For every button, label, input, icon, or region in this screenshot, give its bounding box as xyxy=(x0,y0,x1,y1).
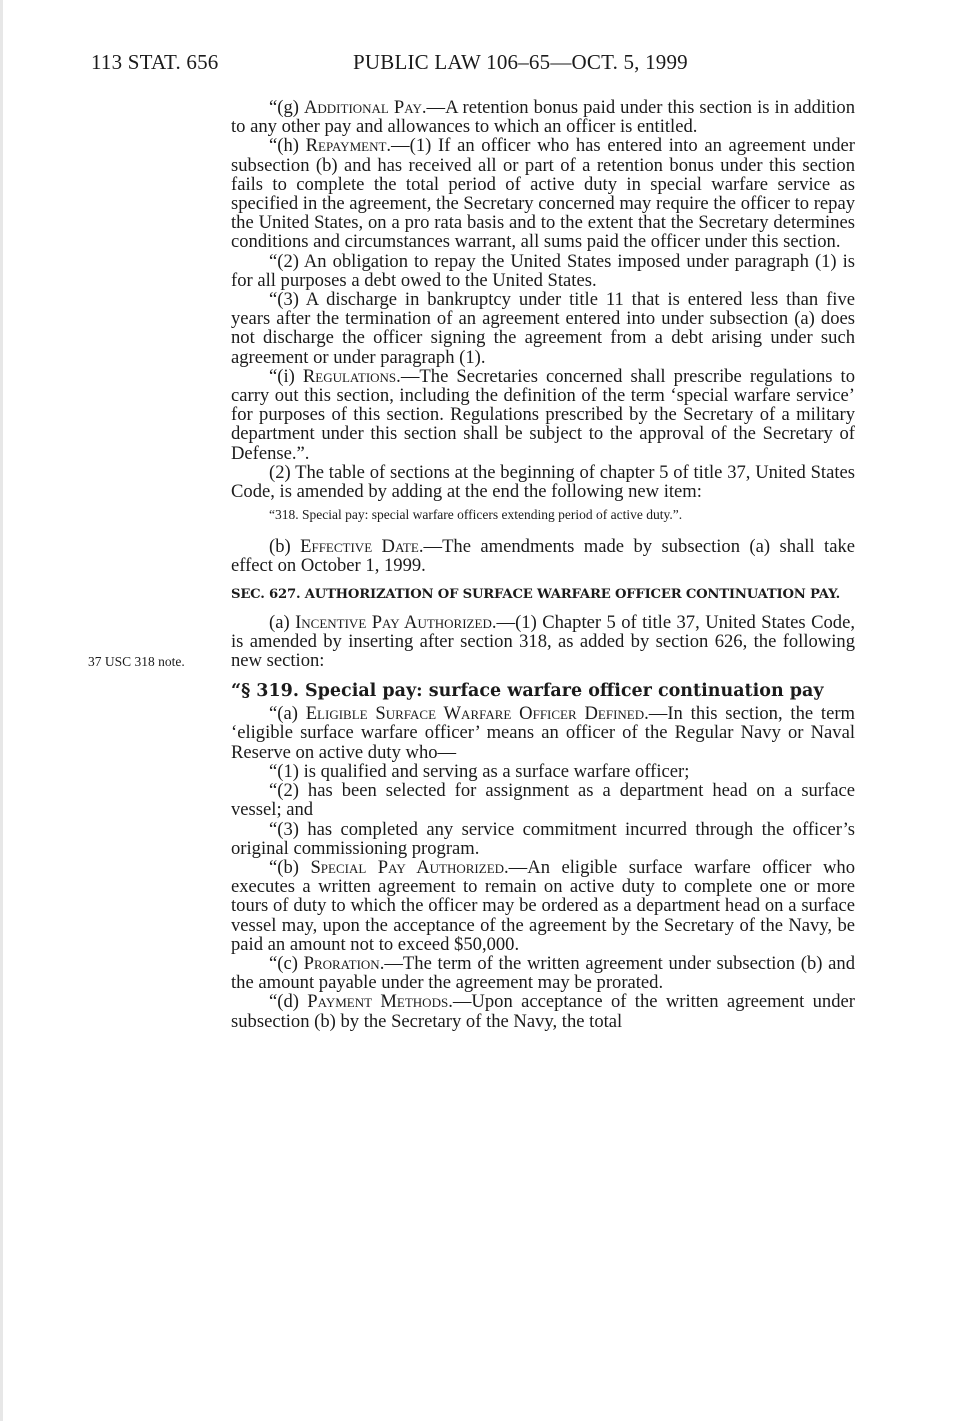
heading-proration: Proration xyxy=(303,952,380,974)
paragraph-319a: “(a) Eligible Surface Warfare Officer Defined.—In this section, the term ‘eligible surface warfare officer’ means an officer of the Regular Navy or Naval Reserve on active duty who— xyxy=(231,703,856,763)
paragraph-i: “(i) Regulations.—The Secretaries concerned shall prescribe regulations to carry out this section, including the definition of the term ‘special warfare service’ for purposes of this section. Regulations prescribed by the Secretary of a military department under this section shall be subject to the approval of the Secretary of Defense.”. xyxy=(231,365,856,464)
paragraph-2: (2) The table of sections at the beginning of chapter 5 of title 37, United States Code, is amended by adding at the end the following new item: xyxy=(231,461,855,503)
heading-effective-date: Effective Date xyxy=(300,536,419,558)
clause-3: “(3) has completed any service commitment incurred through the officer’s original commissioning program. xyxy=(231,818,855,859)
scan-edge xyxy=(0,0,3,1421)
running-header: PUBLIC LAW 106–65—OCT. 5, 1999 xyxy=(353,50,688,74)
statute-page-number: 113 STAT. 656 xyxy=(91,50,219,74)
paragraph-319d: “(d) Payment Methods.—Upon acceptance of the written agreement under subsection (b) by the Secretary of the Navy, the total xyxy=(231,991,855,1032)
paragraph-h2: “(2) An obligation to repay the United States imposed under paragraph (1) is for all purposes a debt owed to the United States. xyxy=(231,250,855,291)
heading-payment-methods: Payment Methods xyxy=(307,991,449,1013)
paragraph-h: “(h) Repayment.—(1) If an officer who has entered into an agreement under subsection (b) and has received all or part of a retention bonus under this section fails to complete the total period of active duty in special warfare service as specified in the agreement, the Secretary concerned may require the officer to repay the United States, on a pro rata basis and to the extent that the Secretary determines conditions and circumstances warrant, all sums paid the officer under this section. xyxy=(231,135,855,253)
paragraph-h3: “(3) A discharge in bankruptcy under title 11 that is entered less than five years after the termination of an agreement entered into under subsection (a) does not discharge the officer signing the agreement from a debt arising under such agreement or under paragraph (1). xyxy=(231,289,855,368)
paragraph-b-effective-date: (b) Effective Date.—The amendments made by subsection (a) shall take effect on October 1, 1999. xyxy=(231,536,855,577)
paragraph-319c: “(c) Proration.—The term of the written agreement under subsection (b) and the amount payable under the agreement may be prorated. xyxy=(231,952,855,994)
heading-eligible-officer: Eligible Surface Warfare Officer Defined xyxy=(305,703,645,725)
margin-note: 37 USC 318 note. xyxy=(88,654,185,669)
clause-2: “(2) has been selected for assignment as a department head on a surface vessel; and xyxy=(231,780,855,821)
heading-regulations: Regulations xyxy=(302,365,397,387)
heading-additional-pay: Additional Pay xyxy=(303,97,422,118)
paragraph-319b: “(b) Special Pay Authorized.—An eligible surface warfare officer who executes a written agreement to remain on active duty to complete one or more tours of duty to which the officer may be ordered as a department head on a surface vessel may, upon the acceptance of the agreement by the Secretary of the Navy, be paid an amount not to exceed $50,000. xyxy=(231,856,855,955)
section-319-heading: “§ 319. Special pay: surface warfare officer continuation pay xyxy=(231,681,824,702)
paragraph-g: “(g) Additional Pay.—A retention bonus paid under this section is in addition to any other pay and allowances to which an officer is entitled. xyxy=(231,97,855,138)
body-text xyxy=(231,98,855,1031)
section-627-heading: SEC. 627. AUTHORIZATION OF SURFACE WARFARE OFFICER CONTINUATION PAY. xyxy=(231,586,841,602)
clause-1: “(1) is qualified and serving as a surface warfare officer; xyxy=(269,760,690,782)
heading-incentive-pay: Incentive Pay Authorized xyxy=(295,611,492,633)
heading-special-pay: Special Pay Authorized xyxy=(310,856,505,878)
heading-repayment: Repayment xyxy=(305,135,387,157)
paragraph-a-incentive-pay: (a) Incentive Pay Authorized.—(1) Chapter 5 of title 37, United States Code, is amended by inserting after section 318, as added by section 626, the following new section: xyxy=(231,611,855,672)
table-of-sections-item: “318. Special pay: special warfare officers extending period of active duty.”. xyxy=(269,507,683,523)
